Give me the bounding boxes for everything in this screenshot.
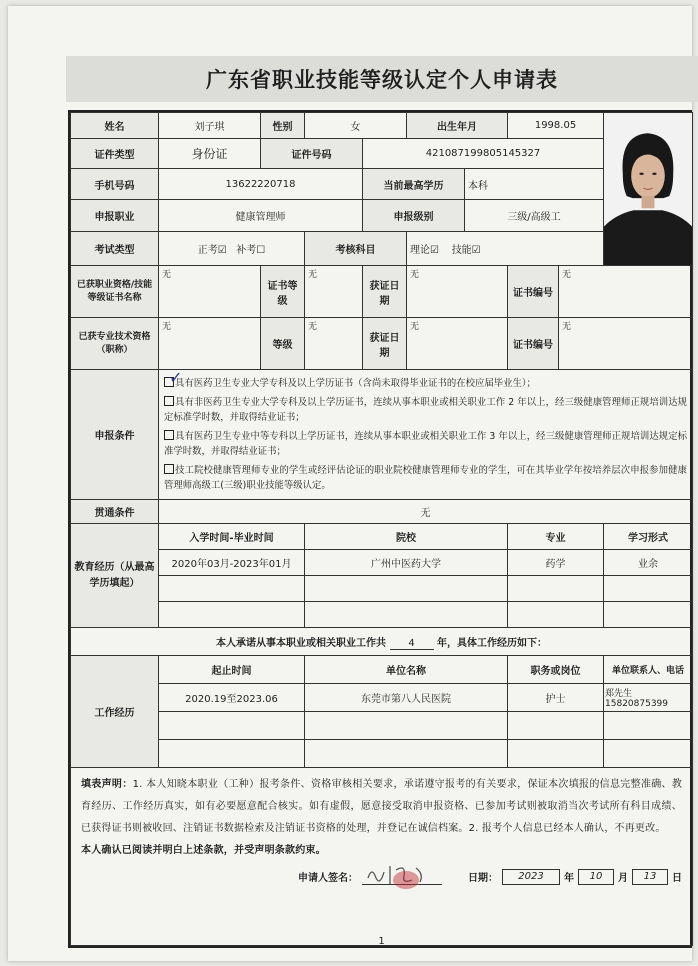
name-value: 刘子琪 [159, 113, 261, 139]
work-period [159, 712, 305, 740]
subject-options [407, 232, 604, 266]
education-label: 教育经历（从最高学历填起） [71, 524, 159, 628]
name-label: 姓名 [71, 113, 159, 139]
occupation-value: 健康管理师 [159, 200, 363, 232]
work-header-contact: 单位联系人、电话 [604, 656, 693, 684]
cert2-no-label: 证书编号 [508, 318, 559, 370]
work-header-position: 职务或岗位 [508, 656, 604, 684]
cert2-grade-label: 等级 [261, 318, 305, 370]
work-contact [604, 712, 693, 740]
table-row [71, 684, 693, 712]
commitment-prefix: 本人承诺从事本职业或相关职业工作共 [216, 637, 387, 649]
declaration-heading: 填表声明： [81, 779, 133, 790]
phone-label: 手机号码 [71, 169, 159, 200]
handwritten-signature [362, 860, 442, 890]
work-period [159, 740, 305, 768]
subject-skill: 技能☑ [451, 245, 481, 256]
date-year: 2023 [502, 869, 560, 885]
edu-period [159, 602, 305, 628]
cert1-grade: 无 [305, 266, 363, 318]
checkbox-icon [164, 464, 174, 474]
work-commitment [71, 628, 693, 656]
through-label: 贯通条件 [71, 500, 159, 524]
portrait-image [604, 113, 692, 265]
cert2-no: 无 [559, 318, 693, 370]
cert1-name: 无 [159, 266, 261, 318]
signature-label: 申请人签名： [298, 873, 359, 884]
edu-school: 广州中医药大学 [305, 550, 508, 576]
date-label: 日期： [468, 873, 499, 884]
conditions-list [159, 370, 693, 500]
cert1-no: 无 [559, 266, 693, 318]
work-header-unit: 单位名称 [305, 656, 508, 684]
work-unit: 东莞市第八人民医院 [305, 684, 508, 712]
cert2-date-label: 获证日期 [363, 318, 407, 370]
application-paper [8, 6, 692, 961]
cert1-label: 已获职业资格/技能等级证书名称 [71, 266, 159, 318]
conditions-label: 申报条件 [71, 370, 159, 500]
edu-header-school: 院校 [305, 524, 508, 550]
id-type-label: 证件类型 [71, 139, 159, 169]
subject-label: 考核科目 [305, 232, 407, 266]
id-type-value: 身份证 [159, 139, 261, 169]
photo-cell [604, 113, 693, 266]
edu-form [604, 576, 693, 602]
edu-header-major: 专业 [508, 524, 604, 550]
edu-form [604, 602, 693, 628]
birth-value: 1998.05 [508, 113, 604, 139]
page-number: 1 [378, 936, 385, 946]
declaration-text [81, 774, 682, 840]
table-row [71, 576, 693, 602]
gender-label: 性别 [261, 113, 305, 139]
edu-period: 2020年03月-2023年01月 [159, 550, 305, 576]
commitment-suffix: 年，具体工作经历如下： [436, 637, 547, 649]
level-label: 申报级别 [363, 200, 465, 232]
through-value: 无 [159, 500, 693, 524]
cert1-date-label: 获证日期 [363, 266, 407, 318]
cert1-no-label: 证书编号 [508, 266, 559, 318]
application-form-table [70, 112, 693, 946]
work-position: 护士 [508, 684, 604, 712]
condition-item-4: 技工院校健康管理师专业的学生或经评估论证的职业院校健康管理师专业的学生，可在其毕业学年按培养层次申报参加健康管理师高级工(三级)职业技能等级认定。 [164, 465, 688, 491]
form-sheet [68, 110, 692, 948]
cert1-grade-label: 证书等级 [261, 266, 305, 318]
date-day: 13 [632, 869, 668, 885]
month-unit: 月 [618, 873, 629, 884]
title-band [66, 56, 698, 102]
edu-major [508, 602, 604, 628]
subject-theory: 理论☑ [410, 245, 439, 256]
exam-type-options [159, 232, 305, 266]
birth-label: 出生年月 [407, 113, 508, 139]
work-period: 2020.19至2023.06 [159, 684, 305, 712]
work-position [508, 740, 604, 768]
cert1-date: 无 [407, 266, 508, 318]
date-month: 10 [578, 869, 614, 885]
work-contact [604, 740, 693, 768]
edu-header-form: 学习形式 [604, 524, 693, 550]
work-label: 工作经历 [71, 656, 159, 768]
cert2-label: 已获专业技术资格（职称） [71, 318, 159, 370]
day-unit: 日 [672, 873, 683, 884]
cert2-date: 无 [407, 318, 508, 370]
id-no-label: 证件号码 [261, 139, 363, 169]
work-unit [305, 712, 508, 740]
declaration-confirm: 本人确认已阅读并明白上述条款，并受声明条款约束。 [81, 845, 326, 856]
condition-item-2: 具有非医药卫生专业大学专科及以上学历证书，连续从事本职业或相关职业工作 2 年以上，经三级健康管理师正规培训达规定标准学时数，并取得结业证书； [164, 397, 688, 423]
year-unit: 年 [564, 873, 575, 884]
phone-value: 13622220718 [159, 169, 363, 200]
exam-type-makeup: 补考☐ [236, 245, 266, 256]
declaration-body: 1. 本人知晓本职业（工种）报考条件、资格审核相关要求，承诺遵守报考的有关要求，保证本次填报的信息完整准确、教育经历、工作经历真实，如有必要愿意配合核实。如有虚假，愿意接受取消申报资格、已参加考试则被取消当次考试所有科目成绩、已获得证书则被收回、注销证书数据检索及注销证书资格的处理，并登记在诚信档案。2. 报考个人信息已经本人确认，不再更改。 [81, 779, 683, 834]
checkbox-icon [164, 396, 174, 406]
table-row [71, 602, 693, 628]
edu-header-period: 入学时间-毕业时间 [159, 524, 305, 550]
declaration-block [71, 768, 693, 946]
edu-major: 药学 [508, 550, 604, 576]
exam-type-regular: 正考☑ [197, 245, 227, 256]
edu-major [508, 576, 604, 602]
condition-item-1: 具有医药卫生专业大学专科及以上学历证书（含尚未取得毕业证书的在校应届毕业生）； [164, 376, 687, 391]
work-position [508, 712, 604, 740]
id-no-value: 421087199805145327 [363, 139, 604, 169]
signature-line [81, 868, 682, 885]
cert2-grade: 无 [305, 318, 363, 370]
edu-period [159, 576, 305, 602]
edu-label: 当前最高学历 [363, 169, 465, 200]
condition-item-3: 具有医药卫生专业中等专科以上学历证书，连续从事本职业或相关职业工作 3 年以上，经三级健康管理师正规培训达规定标准学时数，并取得结业证书； [164, 431, 688, 457]
signature-box [362, 868, 442, 885]
cert2-name: 无 [159, 318, 261, 370]
gender-value: 女 [305, 113, 407, 139]
table-row [71, 712, 693, 740]
checkbox-icon [164, 430, 174, 440]
table-row [71, 550, 693, 576]
edu-school [305, 602, 508, 628]
level-value: 三级/高级工 [465, 200, 604, 232]
commitment-years: 4 [390, 638, 434, 650]
occupation-label: 申报职业 [71, 200, 159, 232]
work-contact: 郑先生15820875399 [604, 684, 693, 712]
checkmark-icon: ✓ [169, 369, 183, 387]
exam-type-label: 考试类型 [71, 232, 159, 266]
edu-form: 业余 [604, 550, 693, 576]
table-row [71, 740, 693, 768]
work-header-period: 起止时间 [159, 656, 305, 684]
applicant-photo [604, 113, 692, 265]
edu-school [305, 576, 508, 602]
edu-value: 本科 [465, 169, 604, 200]
work-unit [305, 740, 508, 768]
form-title: 广东省职业技能等级认定个人申请表 [206, 68, 558, 92]
